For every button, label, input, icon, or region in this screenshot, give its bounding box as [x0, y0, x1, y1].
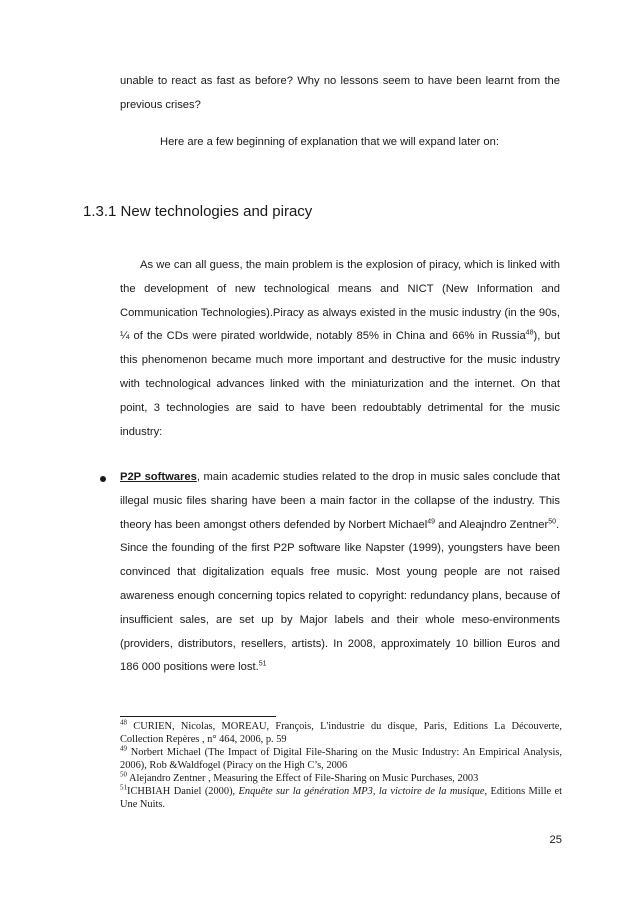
footnote-50 [120, 772, 562, 785]
bullet-text-1: , main academic studies related to the drop in music sales conclude that illegal music files sharing have been a main factor in the collapse of the industry. This theory has been amongst others defended by Norbert Michael [120, 471, 561, 531]
bullet-text-2: and Aleajndro Zentner [435, 518, 549, 531]
footnote-number: 50 [120, 770, 127, 779]
footnote-separator [120, 716, 276, 717]
footnote-ref-49[interactable]: 49 [427, 517, 436, 525]
bullet-item-p2p [120, 466, 560, 680]
footnote-text: Norbert Michael (The Impact of Digital File-Sharing on the Music Industry: An Empirical Analysis, 2006), Rob &Waldfogel (Piracy on the High C’s, 2006 [120, 747, 562, 771]
footnote-author: ICHBIAH Daniel (2000), [127, 786, 239, 797]
bullet-icon [100, 476, 106, 482]
footnote-48 [120, 720, 562, 746]
bullet-continuation: Since the founding of the first P2P software like Napster (1999), youngsters have been convinced that digitalization equals free music. Most young people are not raised awareness enough concerning topics related to copyright: redundancy plans, because of insufficient sales, are set up by Major labels and their whole meso-environments (providers, distributors, resellers, artists). In 2008, approximately 10 billion Euros and 186 000 positions were lost. [120, 542, 560, 674]
footnote-text: , Editions Mille et Une Nuits. [120, 786, 562, 810]
footnote-number: 49 [120, 744, 127, 753]
footnote-ref-48[interactable]: 48 [525, 329, 534, 337]
footnote-text: Alejandro Zentner , Measuring the Effect of File-Sharing on Music Purchases, 2003 [129, 773, 479, 784]
section-heading: 1.3.1 New technologies and piracy [83, 203, 313, 220]
section-paragraph-text-1: As we can all guess, the main problem is the explosion of piracy, which is linked with the development of new technological means and NICT (New Information and Communication Technologies).Piracy as always existed in the music industry (in the 90s, ¼ of the CDs were pirated worldwide, notably 85% in China and 66% in Russia [120, 259, 560, 343]
footnote-number: 51 [120, 783, 127, 792]
bullet-text-3: . [556, 518, 560, 531]
section-paragraph-text-2: ), but this phenomenon became much more important and destructive for the music industry with technological advances linked with the miniaturization and the internet. On that point, 3 technologies are said to have been redoubtably detrimental for the music industry: [120, 330, 560, 438]
intro-explanation-text: Here are a few beginning of explanation that we will expand later on: [160, 136, 499, 148]
footnote-49 [120, 746, 562, 772]
footnote-ref-50[interactable]: 50 [548, 517, 557, 525]
footnote-title: Enquête sur la génération MP3, la victoire de la musique [238, 786, 485, 797]
intro-paragraph [120, 70, 560, 118]
footnote-text: CURIEN, Nicolas, MOREAU, François, L'industrie du disque, Paris, Editions La Découverte, Collection Repères , n° 464, 2006, p. 59 [120, 721, 562, 745]
intro-explanation-line [160, 131, 560, 155]
section-paragraph [120, 254, 560, 444]
footnote-ref-51[interactable]: 51 [258, 660, 267, 668]
footnote-51 [120, 785, 562, 811]
bullet-term: P2P softwares [120, 471, 197, 483]
footnote-number: 48 [120, 718, 127, 727]
page-number: 25 [549, 834, 562, 846]
intro-text: unable to react as fast as before? Why no lessons seem to have been learnt from the previous crises? [120, 75, 560, 111]
footnotes [120, 720, 562, 811]
